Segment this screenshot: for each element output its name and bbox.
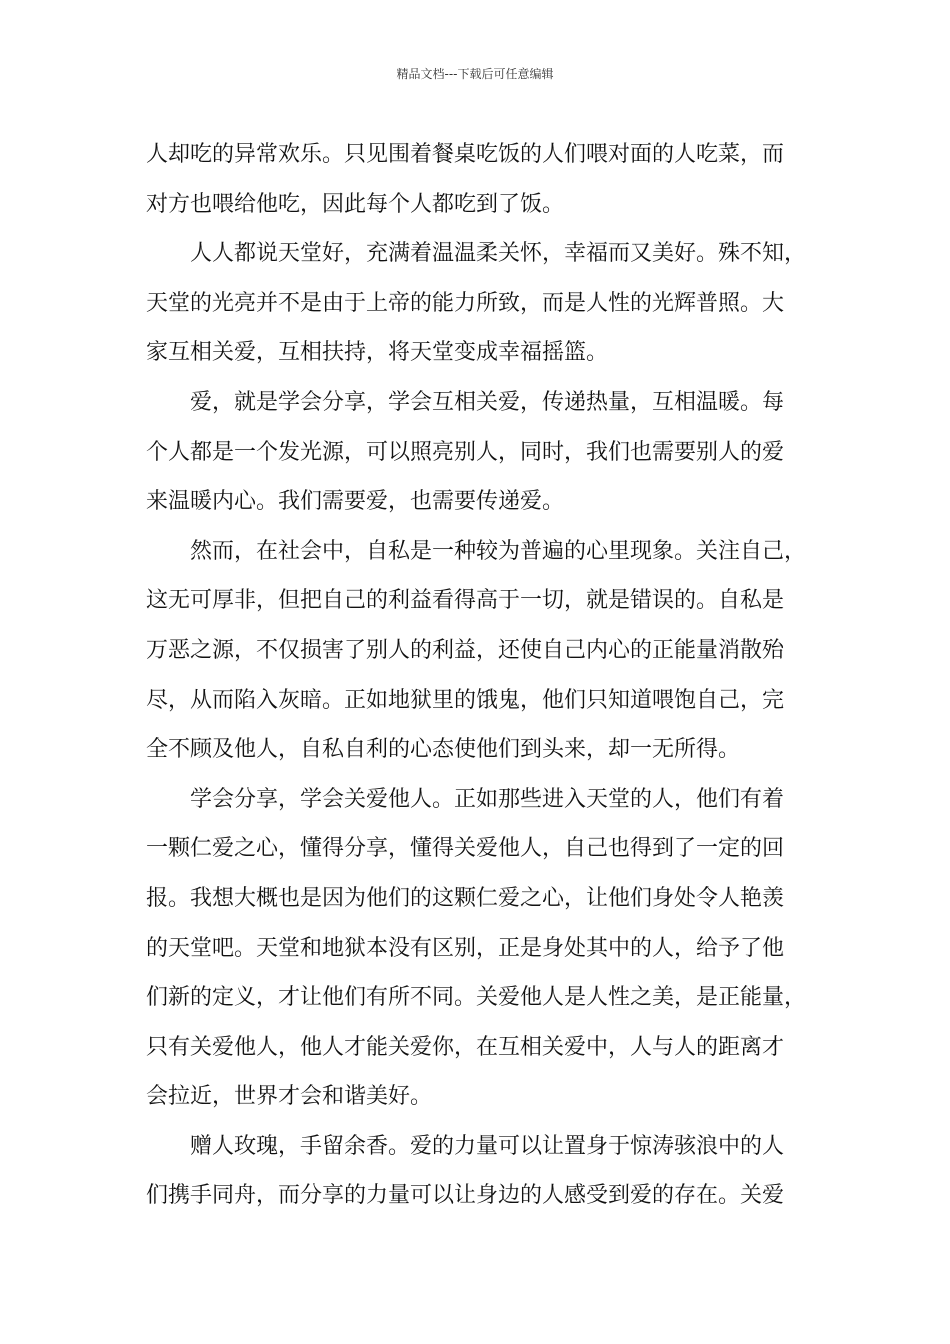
text-line: 对方也喂给他吃，因此每个人都吃到了饭。 (146, 191, 565, 217)
text-line: 这无可厚非，但把自己的利益看得高于一切，就是错误的。自私是 (146, 588, 785, 614)
paragraph-first-line: 爱，就是学会分享，学会互相关爱，传递热量，互相温暖。每 (190, 389, 785, 415)
paragraph-first-line: 然而，在社会中，自私是一种较为普遍的心里现象。关注自己， (190, 538, 807, 564)
text-line: 只有关爱他人，他人才能关爱你，在互相关爱中，人与人的距离才 (146, 1034, 785, 1060)
text-line: 全不顾及他人，自私自利的心态使他们到头来，却一无所得。 (146, 737, 741, 763)
text-line: 会拉近，世界才会和谐美好。 (146, 1084, 433, 1110)
text-line: 们新的定义，才让他们有所不同。关爱他人是人性之美，是正能量， (146, 985, 807, 1011)
page-header: 精品文档---下载后可任意编辑 (396, 67, 554, 81)
body-text (146, 130, 826, 1221)
text-line: 尽，从而陷入灰暗。正如地狱里的饿鬼，他们只知道喂饱自己，完 (146, 687, 785, 713)
text-line: 的天堂吧。天堂和地狱本没有区别，正是身处其中的人，给予了他 (146, 935, 785, 961)
text-line: 们携手同舟，而分享的力量可以让身边的人感受到爱的存在。关爱 (146, 1183, 785, 1209)
text-line: 个人都是一个发光源，可以照亮别人，同时，我们也需要别人的爱 (146, 439, 785, 465)
text-line: 报。我想大概也是因为他们的这颗仁爱之心，让他们身处令人艳羡 (146, 885, 785, 911)
text-line: 来温暖内心。我们需要爱，也需要传递爱。 (146, 489, 565, 515)
paragraph-first-line: 人人都说天堂好，充满着温温柔关怀，幸福而又美好。殊不知， (190, 241, 807, 267)
paragraph-first-line: 学会分享，学会关爱他人。正如那些进入天堂的人，他们有着 (190, 786, 785, 812)
text-line: 人却吃的异常欢乐。只见围着餐桌吃饭的人们喂对面的人吃菜，而 (146, 142, 785, 167)
text-line: 一颗仁爱之心，懂得分享，懂得关爱他人，自己也得到了一定的回 (146, 836, 785, 862)
text-line: 天堂的光亮并不是由于上帝的能力所致，而是人性的光辉普照。大 (146, 290, 785, 316)
text-line: 家互相关爱，互相扶持，将天堂变成幸福摇篮。 (146, 340, 609, 366)
paragraph-first-line: 赠人玫瑰，手留余香。爱的力量可以让置身于惊涛骇浪中的人 (190, 1133, 785, 1159)
text-line: 万恶之源，不仅损害了别人的利益，还使自己内心的正能量消散殆 (146, 637, 785, 663)
